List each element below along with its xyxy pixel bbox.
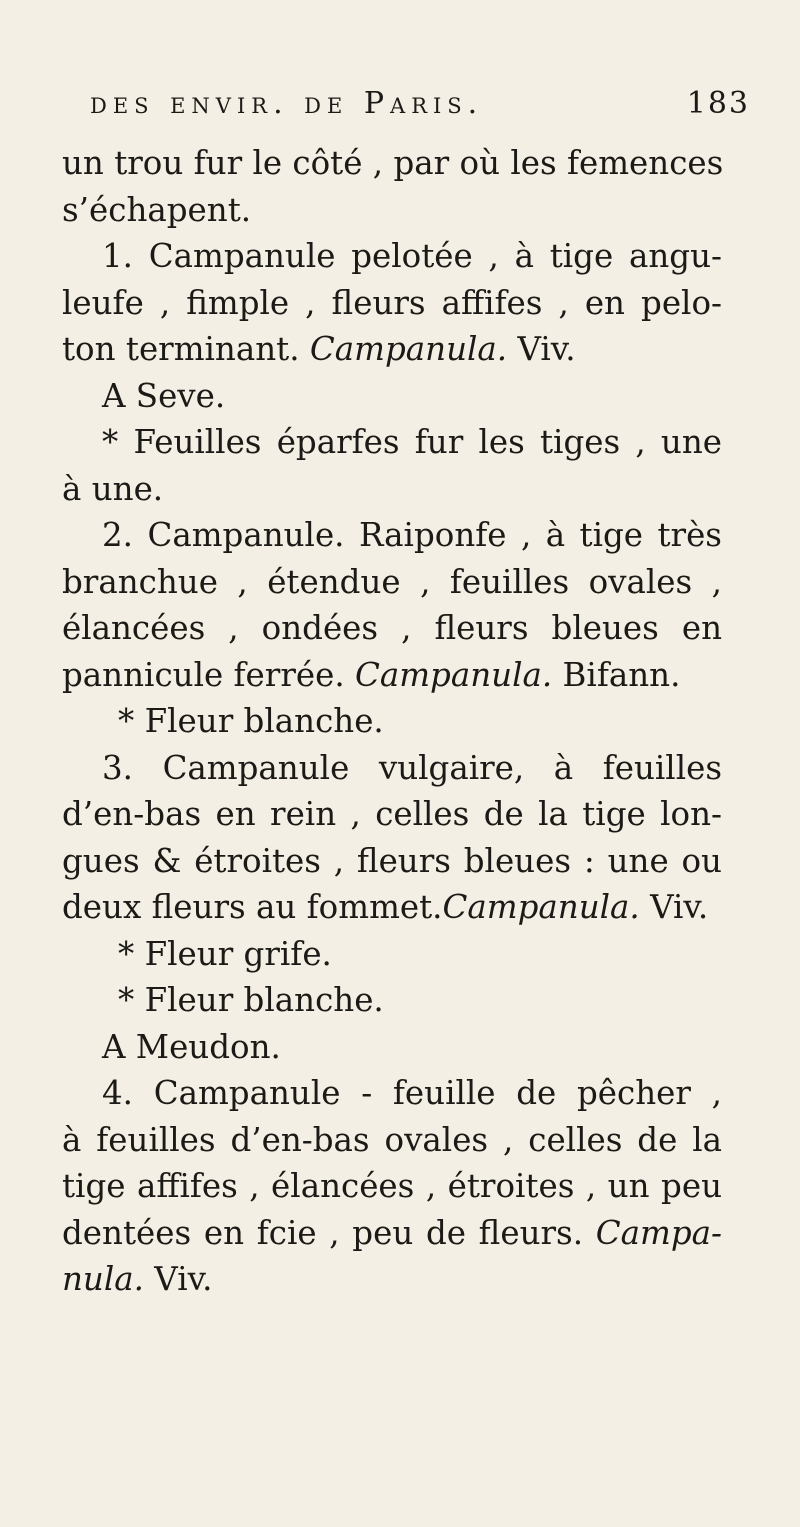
line-text: à feuilles d’en-bas ovales , celles de la [62,1120,722,1159]
text-line [62,1024,722,1071]
text-line [62,419,722,466]
page-number: 183 [686,86,750,121]
line-text: élancées , ondées , fleurs bleues en [62,609,722,647]
latin-genus: nula. [62,1260,144,1298]
line-text: * Fleur blanche. [118,981,384,1019]
running-header [90,86,750,121]
text-line [62,698,722,745]
running-head: des envir. de Paris. [90,86,484,121]
latin-genus: Campa- [595,1213,722,1252]
line-text: Viv. [143,1260,213,1298]
text-line [62,559,722,606]
text-line [62,977,722,1024]
text-line [62,884,722,931]
text-line [62,1163,722,1210]
line-text: * Fleur blanche. [118,702,384,740]
text-line [62,791,722,838]
text-line [62,652,722,699]
line-text: dentées en fcie , peu de fleurs. [62,1213,596,1252]
line-text: à une. [62,469,164,508]
line-text: 3. Campanule vulgaire, à feuilles [102,748,722,787]
line-text: pannicule ferrée. [62,655,355,694]
latin-genus: Campanula. [355,655,553,694]
text-line [62,1210,722,1257]
line-text: * Feuilles éparfes fur les tiges , une [102,423,722,461]
text-line [62,1256,722,1303]
latin-genus: Campanula. [309,330,508,368]
line-text: s’échapent. [62,190,252,229]
text-line [62,1070,722,1117]
text-line [62,838,722,885]
line-text: 4. Campanule - feuille de pêcher , [102,1074,722,1112]
line-text: un trou fur le côté , par où les femences [62,144,724,182]
line-text: tige affifes , élancées , étroites , un peu [62,1167,722,1205]
text-line [62,512,722,559]
text-line [62,326,722,373]
line-text: deux fleurs au fommet. [62,888,443,926]
line-text: 2. Campanule. Raiponfe , à tige très [102,516,722,554]
line-text: d’en-bas en rein , celles de la tige lon- [62,795,722,833]
line-text: branchue , étendue , feuilles ovales , [62,562,722,601]
text-line [62,140,722,187]
line-text: leufe , fimple , fleurs affifes , en pelo- [62,283,722,322]
latin-genus: Campanula. [442,888,640,926]
line-text: * Fleur grife. [118,934,332,973]
line-text: 1. Campanule pelotée , à tige angu- [102,237,722,275]
line-text: Bifann. [552,655,681,694]
line-text: A Meudon. [102,1027,281,1066]
line-text: Viv. [507,330,576,368]
text-line [62,1117,722,1164]
text-line [62,745,722,792]
text-line [62,233,722,280]
text-line [62,931,722,978]
body-text [62,140,722,1303]
text-line [62,373,722,420]
line-text: Viv. [639,888,709,926]
line-text: A Seve. [102,376,226,415]
text-line [62,280,722,327]
line-text: ton terminant. [62,330,310,368]
line-text: gues & étroites , fleurs bleues : une ou [62,841,722,880]
text-line [62,466,722,513]
text-line [62,187,722,234]
text-line [62,605,722,652]
